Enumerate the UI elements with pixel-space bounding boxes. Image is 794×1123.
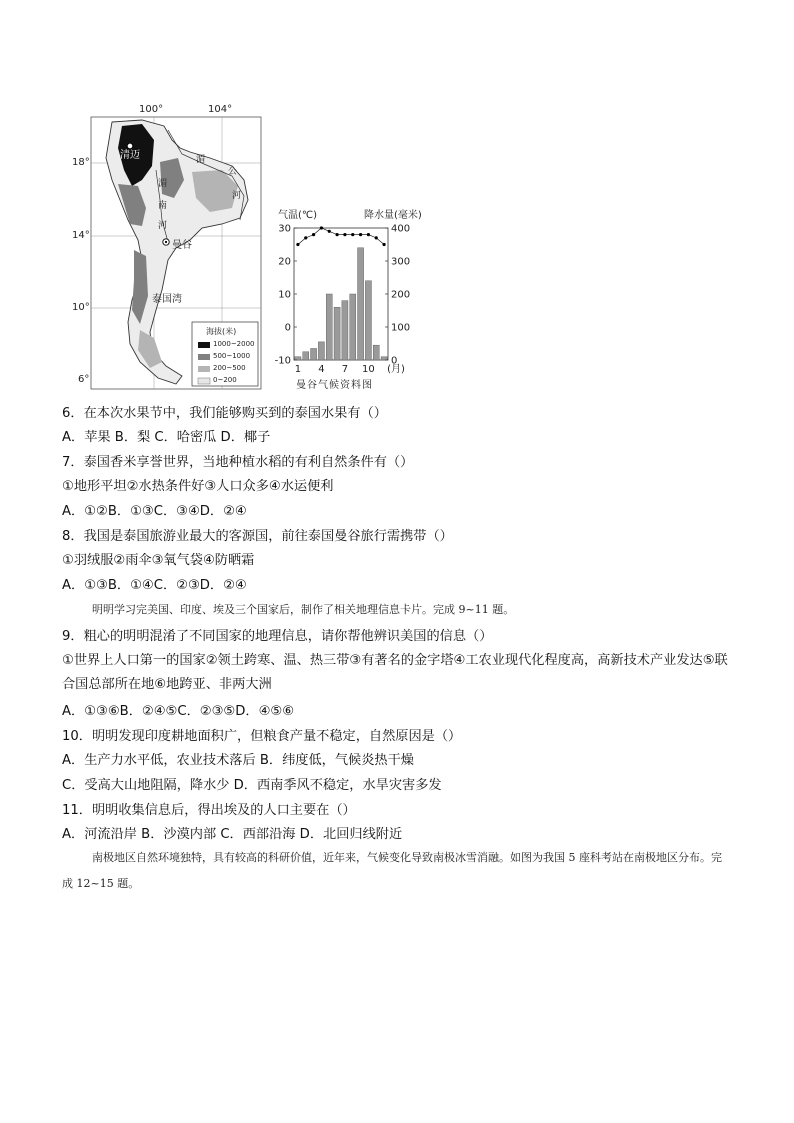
question-7-options: A．①②B．①③C．③④D．②④ <box>62 504 247 519</box>
legend-title: 海拔(米) <box>206 327 237 336</box>
mekong-char-2: 公 <box>228 167 238 177</box>
intro-9-11: 明明学习完美国、印度、埃及三个国家后，制作了相关地理信息卡片。完成 9~11 题。 <box>92 603 515 616</box>
lat-18-label: 18° <box>72 157 90 168</box>
question-8-options: A．①③B．①④C．②③D．②④ <box>62 578 247 593</box>
month-unit: (月) <box>387 364 405 375</box>
temp-point-month-4 <box>320 226 323 229</box>
temp-point-month-6 <box>335 233 338 236</box>
lon-100-label: 100° <box>139 104 164 115</box>
chao-char-1: 湄 <box>158 179 168 189</box>
chao-char-2: 南 <box>158 201 168 211</box>
precip-bars <box>295 248 387 360</box>
gulf-of-thailand-label: 泰国湾 <box>152 294 182 305</box>
legend-item-4: 0~200 <box>213 376 237 384</box>
temp-point-month-9 <box>359 233 362 236</box>
question-11-options: A．河流沿岸 B．沙漠内部 C．西部沿海 D．北回归线附近 <box>62 827 403 842</box>
precip-bar-month-5 <box>326 294 332 360</box>
precip-tick-100: 100 <box>391 322 411 334</box>
precip-bar-month-10 <box>365 281 371 360</box>
question-6-options: A．苹果 B．梨 C．哈密瓜 D．椰子 <box>62 430 271 445</box>
chiangmai-label: 清迈 <box>120 150 140 161</box>
question-10-options-ab: A．生产力水平低，农业技术落后 B．纬度低，气候炎热干燥 <box>62 753 414 768</box>
temp-tick--10: -10 <box>274 355 291 367</box>
month-tick-10: 10 <box>362 364 375 375</box>
precip-axis-title: 降水量(毫米) <box>364 210 422 221</box>
question-9: 9．粗心的明明混淆了不同国家的地理信息，请你帮他辨识美国的信息（） <box>62 629 493 644</box>
temp-point-month-5 <box>328 230 331 233</box>
lat-14-label: 14° <box>72 230 90 241</box>
mekong-char-1: 湄 <box>196 155 206 165</box>
precip-bar-month-6 <box>334 307 340 360</box>
question-9-options: A．①③⑥B．②④⑤C．②③⑤D．④⑤⑥ <box>62 704 295 719</box>
temp-point-month-2 <box>304 236 307 239</box>
plot-frame <box>294 228 388 360</box>
temp-point-month-8 <box>351 233 354 236</box>
lon-104-label: 104° <box>208 104 233 115</box>
question-8: 8．我国是泰国旅游业最大的客源国，前往泰国曼谷旅行需携带（） <box>62 529 453 544</box>
question-6: 6．在本次水果节中，我们能够购买到的泰国水果有（） <box>62 406 387 421</box>
bangkok-climate-chart <box>268 202 422 392</box>
legend-item-1: 1000~2000 <box>213 340 255 348</box>
month-tick-7: 7 <box>341 364 349 375</box>
precip-bar-month-1 <box>295 357 301 360</box>
temp-point-month-11 <box>375 236 378 239</box>
question-8-items: ①羽绒服②雨伞③氧气袋④防晒霜 <box>62 553 255 568</box>
legend-swatch-2 <box>198 354 210 360</box>
climate-svg <box>268 218 418 390</box>
precip-tick-400: 400 <box>391 223 411 235</box>
temp-tick-10: 10 <box>278 289 291 301</box>
legend-swatch-1 <box>198 342 210 348</box>
temp-point-month-10 <box>367 233 370 236</box>
bangkok-dot <box>165 241 167 243</box>
precip-bar-month-3 <box>311 348 317 360</box>
temp-point-month-1 <box>296 243 299 246</box>
chart-caption: 曼谷气候资料图 <box>296 380 373 391</box>
legend-item-2: 500~1000 <box>213 352 251 360</box>
question-11: 11．明明收集信息后，得出埃及的人口主要在（） <box>62 803 356 818</box>
precip-bar-month-4 <box>318 342 324 360</box>
precip-bar-month-7 <box>342 301 348 360</box>
legend-swatch-3 <box>198 366 210 372</box>
temp-tick-20: 20 <box>278 256 291 268</box>
temp-point-month-12 <box>382 243 385 246</box>
chao-char-3: 河 <box>158 221 168 231</box>
thailand-elevation-map <box>72 100 272 390</box>
month-tick-4: 4 <box>318 364 325 375</box>
precip-tick-0: 0 <box>391 355 398 367</box>
temperature-line <box>298 228 384 245</box>
question-10: 10．明明发现印度耕地面积广，但粮食产量不稳定，自然原因是（） <box>62 729 462 744</box>
question-7: 7．泰国香米享誉世界，当地种植水稻的有利自然条件有（） <box>62 455 414 470</box>
precip-bar-month-11 <box>373 345 379 360</box>
temp-tick-30: 30 <box>278 223 291 235</box>
precip-tick-200: 200 <box>391 289 411 301</box>
month-tick-1: 1 <box>294 364 302 375</box>
lat-6-label: 6° <box>78 374 90 385</box>
question-9-items: ①世界上人口第一的国家②领土跨寒、温、热三带③有著名的金字塔④工农业现代化程度高，高新技术产业发达⑤联合国总部所在地⑥地跨亚、非两大洲 <box>62 653 728 692</box>
question-7-items: ①地形平坦②水热条件好③人口众多④水运便利 <box>62 479 334 494</box>
legend-swatch-4 <box>198 378 210 384</box>
intro-12-15: 南极地区自然环境独特，具有较高的科研价值，近年来，气候变化导致南极冰雪消融。如图为我国 5 座科考站在南极地区分布。完成 12~15 题。 <box>62 851 722 890</box>
question-10-options-cd: C．受高大山地阻隔，降水少 D．西南季风不稳定，水旱灾害多发 <box>62 778 442 793</box>
temp-point-month-3 <box>312 233 315 236</box>
temp-axis-title: 气温(℃) <box>278 210 318 221</box>
precip-bar-month-2 <box>303 352 309 360</box>
precip-bar-month-12 <box>381 357 387 360</box>
lat-10-label: 10° <box>72 302 90 313</box>
mekong-char-3: 河 <box>232 191 242 201</box>
precip-bar-month-8 <box>350 294 356 360</box>
precip-tick-300: 300 <box>391 256 411 268</box>
temp-tick-0: 0 <box>284 322 291 334</box>
temp-point-month-7 <box>343 233 346 236</box>
precip-bar-month-9 <box>358 248 364 360</box>
bangkok-label: 曼谷 <box>172 240 192 251</box>
legend-item-3: 200~500 <box>213 364 246 372</box>
